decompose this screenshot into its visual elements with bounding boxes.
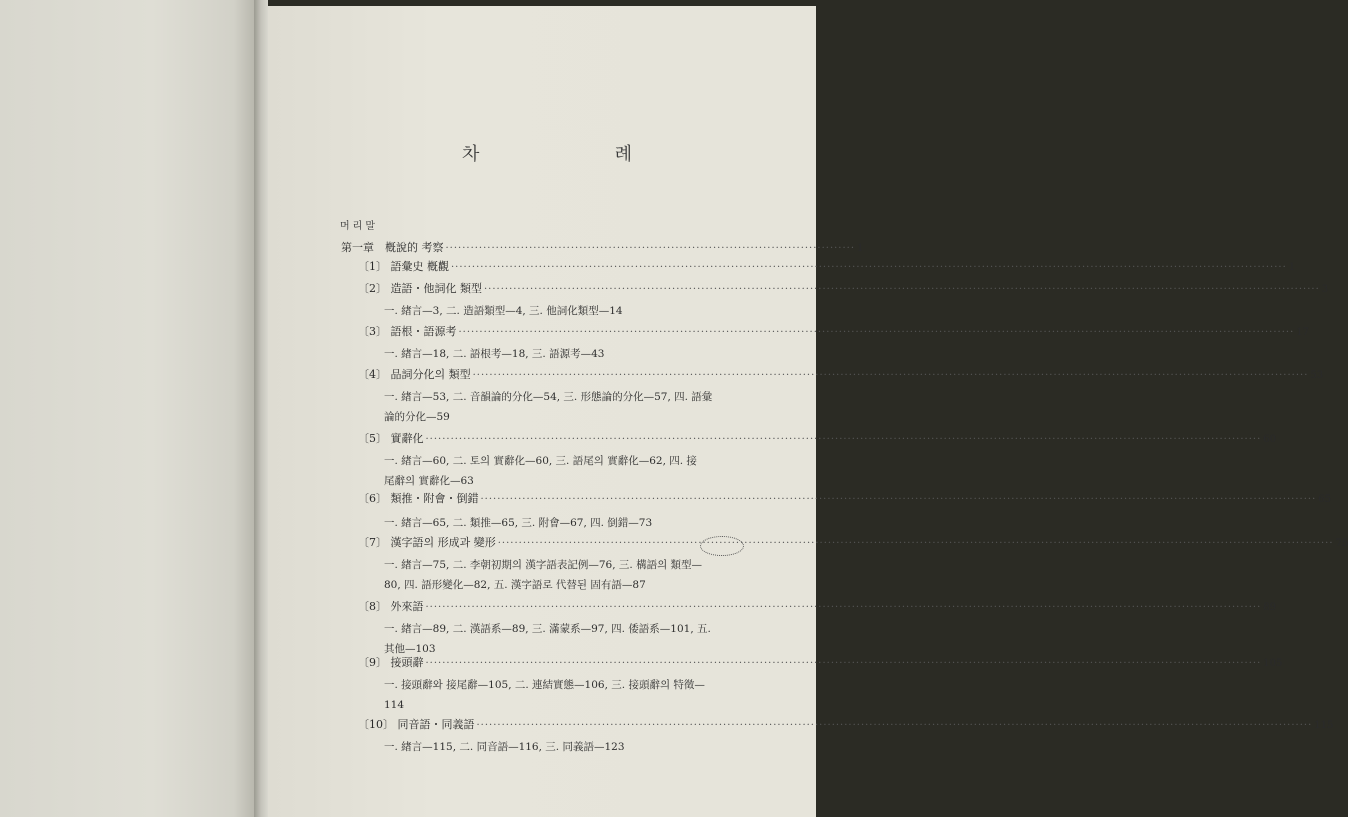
toc-section-9 [358,656,1283,671]
section-label: 〔10〕 同音語・同義語 [358,718,475,731]
section-sub-line: 一. 緖言—3, 二. 造語類型—4, 三. 他詞化類型—14 [384,305,623,317]
chapter-heading [341,241,864,256]
foreword-entry: 머리말 [340,221,378,232]
leader-dots: ········································································································································································································ [451,262,1287,273]
section-label: 〔9〕 接頭辭 [358,656,424,669]
section-sub-line: 一. 緖言—65, 二. 類推—65, 三. 附會—67, 四. 倒錯—73 [384,517,653,529]
section-label: 〔1〕 語彙史 槪觀 [358,260,449,273]
section-page: 1 [1288,262,1296,273]
toc-section-1 [358,260,1296,275]
section-page: 65 [1318,494,1331,505]
section-sub-line: 其他—103 [384,643,436,655]
left-page [0,0,254,817]
leader-dots: ········································································································································································································ [497,538,1334,549]
leader-dots: ········································································································································································································ [425,602,1262,613]
section-label: 〔7〕 漢字語의 形成과 變形 [358,536,496,549]
section-page: 17 [1296,327,1309,338]
section-page: 105 [1263,658,1283,669]
section-label: 〔3〕 語根・語源考 [358,325,457,338]
leader-dots: ········································································································································································································ [472,370,1309,381]
toc-section-2 [358,282,1329,297]
section-sub-line: 一. 接頭辭와 接尾辭—105, 二. 連結實態—106, 三. 接頭辭의 特徵— [384,679,705,691]
leader-dots: ········································································································································································································ [476,720,1313,731]
toc-section-5 [358,432,1276,447]
chapter-page: 1 [857,243,864,254]
section-label: 〔4〕 品詞分化의 類型 [358,368,471,381]
toc-section-10 [358,718,1334,733]
section-sub-line: 一. 緖言—18, 二. 語根考—18, 三. 語源考—43 [384,348,605,360]
section-page: 115 [1314,720,1334,731]
section-page: 3 [1321,284,1329,295]
section-label: 〔2〕 造語・他詞化 類型 [358,282,482,295]
section-sub-line: 80, 四. 語形變化—82, 五. 漢字語로 代替된 固有語—87 [384,579,646,591]
leader-dots: ········································································································································································································ [425,434,1262,445]
leader-dots: ········································································································································································································ [484,284,1320,295]
section-label: 〔8〕 外來語 [358,600,424,613]
section-page: 89 [1263,602,1276,613]
section-sub-line: 一. 緖言—60, 二. 토의 實辭化—60, 三. 語尾의 實辭化—62, 四. 接 [384,455,697,467]
section-sub-line: 一. 緖言—89, 二. 漢語系—89, 三. 滿蒙系—97, 四. 倭語系—101, 五. [384,623,711,635]
section-page: 53 [1310,370,1324,381]
toc-section-6 [358,492,1331,507]
leader-dots: ········································································································································································································ [458,327,1295,338]
toc-section-7 [358,536,1348,551]
section-sub-line: 一. 緖言—75, 二. 李朝初期의 漢字語表記例—76, 三. 構語의 類型— [384,559,703,571]
section-sub-line: 一. 緖言—53, 二. 音韻論的分化—54, 三. 形態論的分化—57, 四. 語彙 [384,391,713,403]
toc-section-3 [358,325,1309,340]
section-page: 60 [1263,434,1276,445]
toc-section-4 [358,368,1324,383]
title-char-1: 차 [462,144,480,165]
section-label: 〔6〕 類推・附會・倒錯 [358,492,479,505]
section-label: 〔5〕 實辭化 [358,432,424,445]
leader-dots: ········································································································································································································ [480,494,1317,505]
title-char-2: 례 [614,144,632,165]
section-page: 75 [1335,538,1348,549]
section-sub-line: 114 [384,699,405,711]
leader-dots: ········································································································································································································ [425,658,1262,669]
toc-section-8 [358,600,1276,615]
section-sub-line: 一. 緖言—115, 二. 同音語—116, 三. 同義語—123 [384,741,625,753]
pencil-circle-mark [700,536,744,556]
chapter-label: 第一章 槪說的 考察 [341,241,444,254]
page-title [462,140,632,166]
section-sub-line: 尾辭의 實辭化—63 [384,475,474,487]
leader-dots: ·································································································· [445,243,856,254]
book-gutter [254,0,268,817]
section-sub-line: 論的分化—59 [384,411,450,423]
